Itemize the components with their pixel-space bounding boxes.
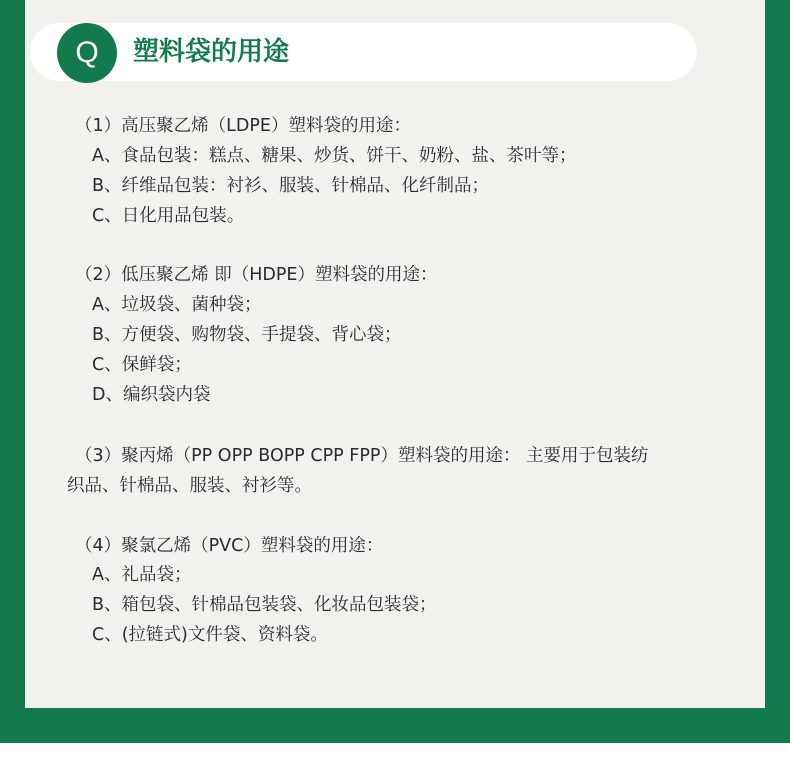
section-heading-3: （3）聚丙烯（PP OPP BOPP CPP FPP）塑料袋的用途： 主要用于包装纺 [75,446,649,466]
section-2-item-b: B、方便袋、购物袋、手提袋、背心袋； [92,325,402,345]
section-2-item-c: C、保鲜袋； [92,355,192,375]
section-heading-1: （1）高压聚乙烯（LDPE）塑料袋的用途： [75,116,411,136]
header-bar [30,23,697,81]
section-2-item-d: D、编织袋内袋 [92,385,211,405]
page-title: 塑料袋的用途 [133,37,290,67]
section-1-item-c: C、日化用品包装。 [92,206,245,226]
section-2-item-a: A、垃圾袋、菌种袋； [92,295,262,315]
q-badge: Q [57,23,117,83]
section-4-item-c: C、(拉链式)文件袋、资料袋。 [92,625,328,645]
section-heading-2: （2）低压聚乙烯 即（HDPE）塑料袋的用途： [75,265,438,285]
section-heading-4: （4）聚氯乙烯（PVC）塑料袋的用途： [75,536,384,556]
section-4-item-b: B、箱包袋、针棉品包装袋、化妆品包装袋； [92,595,437,615]
section-4-item-a: A、礼品袋； [92,565,192,585]
section-1-item-a: A、食品包装：糕点、糖果、炒货、饼干、奶粉、盐、茶叶等； [92,146,577,166]
section-1-item-b: B、纤维品包装：衬衫、服装、针棉品、化纤制品； [92,176,490,196]
section-3-continuation: 织品、针棉品、服装、衬衫等。 [67,476,312,496]
